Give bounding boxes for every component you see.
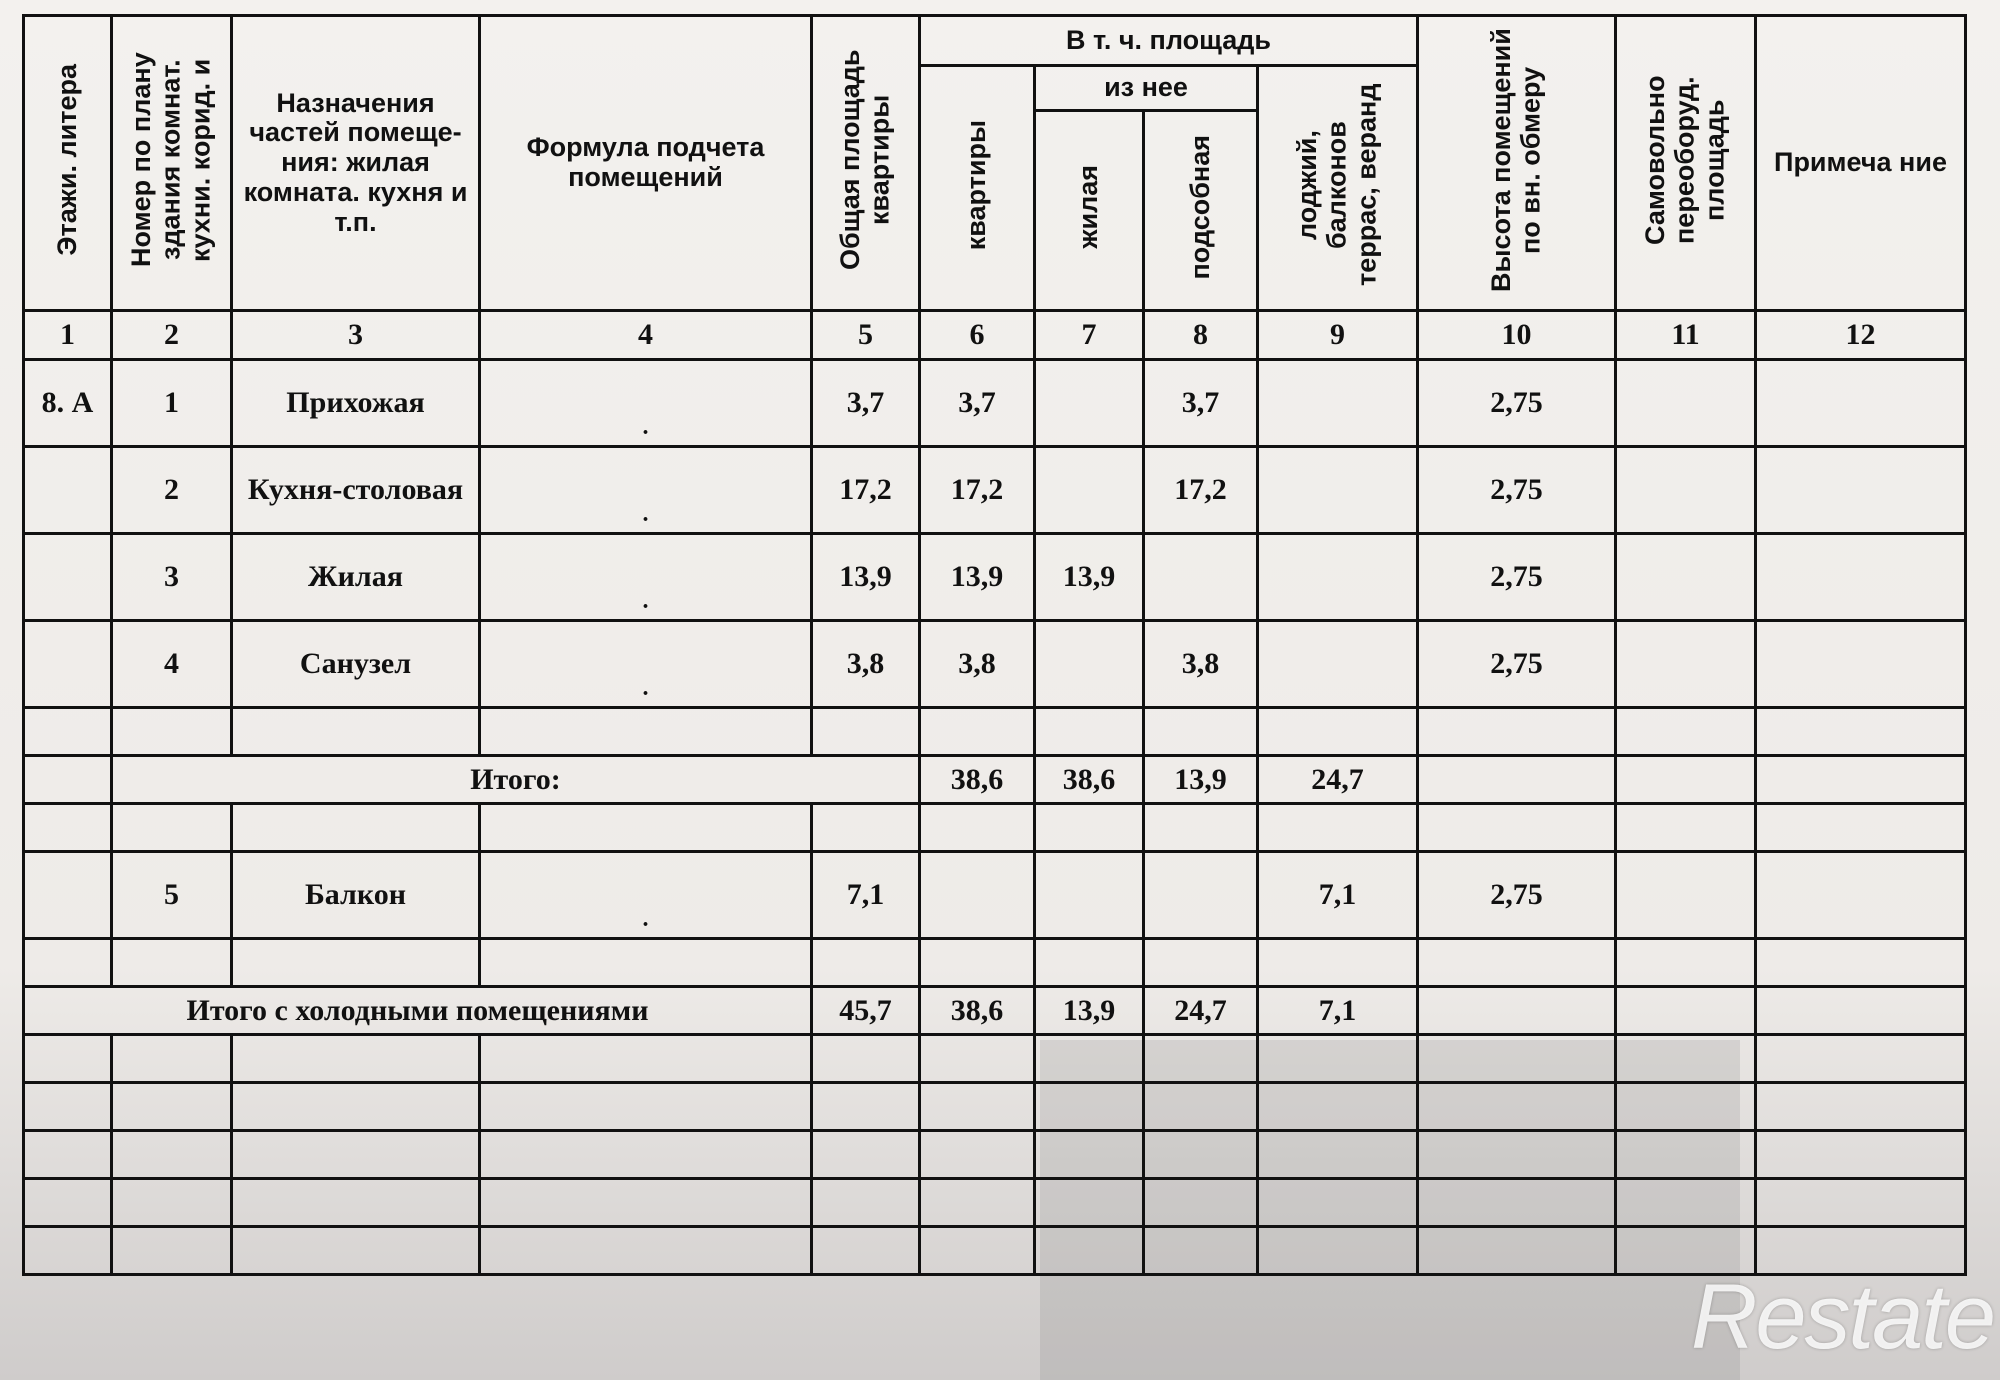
empty-cell xyxy=(24,1179,112,1227)
empty-cell xyxy=(920,1035,1035,1083)
balcony-row: 5 Балкон $_.$ 7,1 7,1 2,75 xyxy=(24,852,1966,939)
empty-cell xyxy=(920,1227,1035,1275)
empty-cell xyxy=(232,1131,480,1179)
empty-row xyxy=(24,1227,1966,1275)
empty-cell xyxy=(1035,1131,1144,1179)
cell-note xyxy=(1756,621,1966,708)
empty-cell xyxy=(812,1131,920,1179)
cell-note xyxy=(1756,447,1966,534)
room-balcony: 7,1 xyxy=(1258,852,1418,939)
cell-formula: . xyxy=(480,621,812,708)
empty-cell xyxy=(1144,1179,1258,1227)
cell-unauth xyxy=(1616,360,1756,447)
empty-cell xyxy=(232,1035,480,1083)
empty-cell xyxy=(1418,1131,1616,1179)
cell-aux xyxy=(1144,534,1258,621)
cell-name: Санузел xyxy=(232,621,480,708)
room-name: Балкон xyxy=(232,852,480,939)
grand-total-aux: 24,7 xyxy=(1144,987,1258,1035)
cell-no: 3 xyxy=(112,534,232,621)
header-formula: Формула подчета помещений xyxy=(480,16,812,311)
empty-cell xyxy=(24,1035,112,1083)
cell-flat: 13,9 xyxy=(920,534,1035,621)
empty-cell xyxy=(1616,1083,1756,1131)
empty-cell xyxy=(232,1083,480,1131)
header-living: жилая xyxy=(1035,111,1144,311)
cell-note xyxy=(1756,534,1966,621)
cell-floor xyxy=(24,447,112,534)
empty-cell xyxy=(480,1035,812,1083)
empty-cell xyxy=(112,1083,232,1131)
cell-formula: . xyxy=(480,534,812,621)
empty-cell xyxy=(232,1227,480,1275)
col-number: 5 xyxy=(812,311,920,360)
grand-total-total: 45,7 xyxy=(812,987,920,1035)
empty-cell xyxy=(1616,1179,1756,1227)
empty-cell xyxy=(1418,1179,1616,1227)
col-number: 3 xyxy=(232,311,480,360)
subtotal-living: 13,9 xyxy=(1144,756,1258,804)
subtotal-row xyxy=(24,756,1966,804)
empty-cell xyxy=(1756,1083,1966,1131)
cell-no: 4 xyxy=(112,621,232,708)
grand-total-flat: 38,6 xyxy=(920,987,1035,1035)
subtotal-total: 38,6 xyxy=(920,756,1035,804)
col-number: 11 xyxy=(1616,311,1756,360)
cell-height: 2,75 xyxy=(1418,447,1616,534)
empty-cell xyxy=(24,1083,112,1131)
subtotal-label: Итого: xyxy=(112,756,920,804)
col-number: 6 xyxy=(920,311,1035,360)
cell-living: 13,9 xyxy=(1035,534,1144,621)
empty-cell xyxy=(1258,1035,1418,1083)
col-number: 9 xyxy=(1258,311,1418,360)
empty-cell xyxy=(1035,1179,1144,1227)
cell-balcony xyxy=(1258,360,1418,447)
cell-name: Прихожая xyxy=(232,360,480,447)
empty-row xyxy=(24,1035,1966,1083)
cell-floor xyxy=(24,621,112,708)
cell-living xyxy=(1035,447,1144,534)
subtotal-flat: 38,6 xyxy=(1035,756,1144,804)
header-of-which: из нее xyxy=(1035,66,1258,111)
room-row xyxy=(24,621,1966,708)
empty-cell xyxy=(920,1083,1035,1131)
empty-cell xyxy=(1144,1131,1258,1179)
empty-cell xyxy=(920,1131,1035,1179)
cell-unauth xyxy=(1616,621,1756,708)
room-row xyxy=(24,360,1966,447)
cell-height: 2,75 xyxy=(1418,360,1616,447)
subtotal-aux: 24,7 xyxy=(1258,756,1418,804)
empty-cell xyxy=(1616,1131,1756,1179)
cell-balcony xyxy=(1258,447,1418,534)
header-including-area: В т. ч. площадь xyxy=(920,16,1418,66)
cell-flat: 17,2 xyxy=(920,447,1035,534)
cell-unauth xyxy=(1616,447,1756,534)
empty-cell xyxy=(1144,1227,1258,1275)
empty-cell xyxy=(1144,1035,1258,1083)
cell-living xyxy=(1035,621,1144,708)
column-numbers-row xyxy=(24,311,1966,360)
room-total: 7,1 xyxy=(812,852,920,939)
cell-aux: 17,2 xyxy=(1144,447,1258,534)
cell-balcony xyxy=(1258,621,1418,708)
cell-height: 2,75 xyxy=(1418,534,1616,621)
cell-note xyxy=(1756,360,1966,447)
cell-balcony xyxy=(1258,534,1418,621)
grand-total-balcony: 7,1 xyxy=(1258,987,1418,1035)
header-loggias: лоджий, балконов террас, веранд xyxy=(1258,66,1418,311)
col-number: 1 xyxy=(24,311,112,360)
cell-unauth xyxy=(1616,534,1756,621)
header-plan-number: Номер по плану здания комнат. кухни. корид. и xyxy=(112,16,232,311)
explication-table xyxy=(22,14,1967,1276)
col-number: 8 xyxy=(1144,311,1258,360)
empty-cell xyxy=(812,1227,920,1275)
grand-total-row xyxy=(24,987,1966,1035)
cell-total: 3,7 xyxy=(812,360,920,447)
cell-aux: 3,8 xyxy=(1144,621,1258,708)
empty-cell xyxy=(112,1131,232,1179)
col-number: 12 xyxy=(1756,311,1966,360)
cell-no: 1 xyxy=(112,360,232,447)
empty-cell xyxy=(1418,1035,1616,1083)
header-note: Примеча ние xyxy=(1756,16,1966,311)
header-total-area: Общая площадь квартиры xyxy=(812,16,920,311)
empty-cell xyxy=(480,1131,812,1179)
grand-total-living: 13,9 xyxy=(1035,987,1144,1035)
empty-cell xyxy=(112,1035,232,1083)
header-flat: квартиры xyxy=(920,66,1035,311)
empty-cell xyxy=(1035,1035,1144,1083)
col-number: 4 xyxy=(480,311,812,360)
empty-cell xyxy=(232,1179,480,1227)
cell-height: 2,75 xyxy=(1418,621,1616,708)
empty-cell xyxy=(812,1179,920,1227)
header-purpose: Назначения частей помеще-ния: жилая комната. кухня и т.п. xyxy=(232,16,480,311)
header-floor: Этажи. литера xyxy=(24,16,112,311)
empty-cell xyxy=(1258,1227,1418,1275)
empty-cell xyxy=(1258,1179,1418,1227)
col-number: 2 xyxy=(112,311,232,360)
empty-cell xyxy=(112,1179,232,1227)
empty-cell xyxy=(1756,1179,1966,1227)
empty-row xyxy=(24,1131,1966,1179)
empty-cell xyxy=(112,1227,232,1275)
empty-row xyxy=(24,1083,1966,1131)
header-height: Высота помещений по вн. обмеру xyxy=(1418,16,1616,311)
empty-cell xyxy=(1616,1035,1756,1083)
col-number: 7 xyxy=(1035,311,1144,360)
empty-cell xyxy=(1418,1227,1616,1275)
cell-living xyxy=(1035,360,1144,447)
cell-formula: . xyxy=(480,360,812,447)
empty-cell xyxy=(24,1227,112,1275)
cell-flat: 3,8 xyxy=(920,621,1035,708)
cell-floor xyxy=(24,534,112,621)
col-number: 10 xyxy=(1418,311,1616,360)
empty-cell xyxy=(480,1083,812,1131)
empty-cell xyxy=(24,1131,112,1179)
header-auxiliary: подсобная xyxy=(1144,111,1258,311)
cell-flat: 3,7 xyxy=(920,360,1035,447)
room-number: 5 xyxy=(112,852,232,939)
room-height: 2,75 xyxy=(1418,852,1616,939)
empty-cell xyxy=(1144,1083,1258,1131)
cell-total: 3,8 xyxy=(812,621,920,708)
empty-cell xyxy=(1258,1083,1418,1131)
empty-cell xyxy=(1756,1035,1966,1083)
cell-total: 17,2 xyxy=(812,447,920,534)
empty-cell xyxy=(1258,1131,1418,1179)
empty-row xyxy=(24,1179,1966,1227)
cell-total: 13,9 xyxy=(812,534,920,621)
cell-name: Жилая xyxy=(232,534,480,621)
cell-floor: 8. А xyxy=(24,360,112,447)
empty-cell xyxy=(812,1083,920,1131)
empty-cell xyxy=(1756,1131,1966,1179)
empty-cell xyxy=(1035,1227,1144,1275)
empty-cell xyxy=(480,1227,812,1275)
cell-aux: 3,7 xyxy=(1144,360,1258,447)
watermark-logo: Restate xyxy=(1690,1266,1994,1368)
empty-cell xyxy=(812,1035,920,1083)
empty-cell xyxy=(1035,1083,1144,1131)
cell-no: 2 xyxy=(112,447,232,534)
empty-cell xyxy=(920,1179,1035,1227)
room-row xyxy=(24,447,1966,534)
cell-name: Кухня-столовая xyxy=(232,447,480,534)
grand-total-label: Итого с холодными помещениями xyxy=(24,987,812,1035)
empty-cell xyxy=(480,1179,812,1227)
header-unauthorized: Самовольно переоборуд. площадь xyxy=(1616,16,1756,311)
cell-formula: . xyxy=(480,447,812,534)
room-row xyxy=(24,534,1966,621)
empty-cell xyxy=(1418,1083,1616,1131)
